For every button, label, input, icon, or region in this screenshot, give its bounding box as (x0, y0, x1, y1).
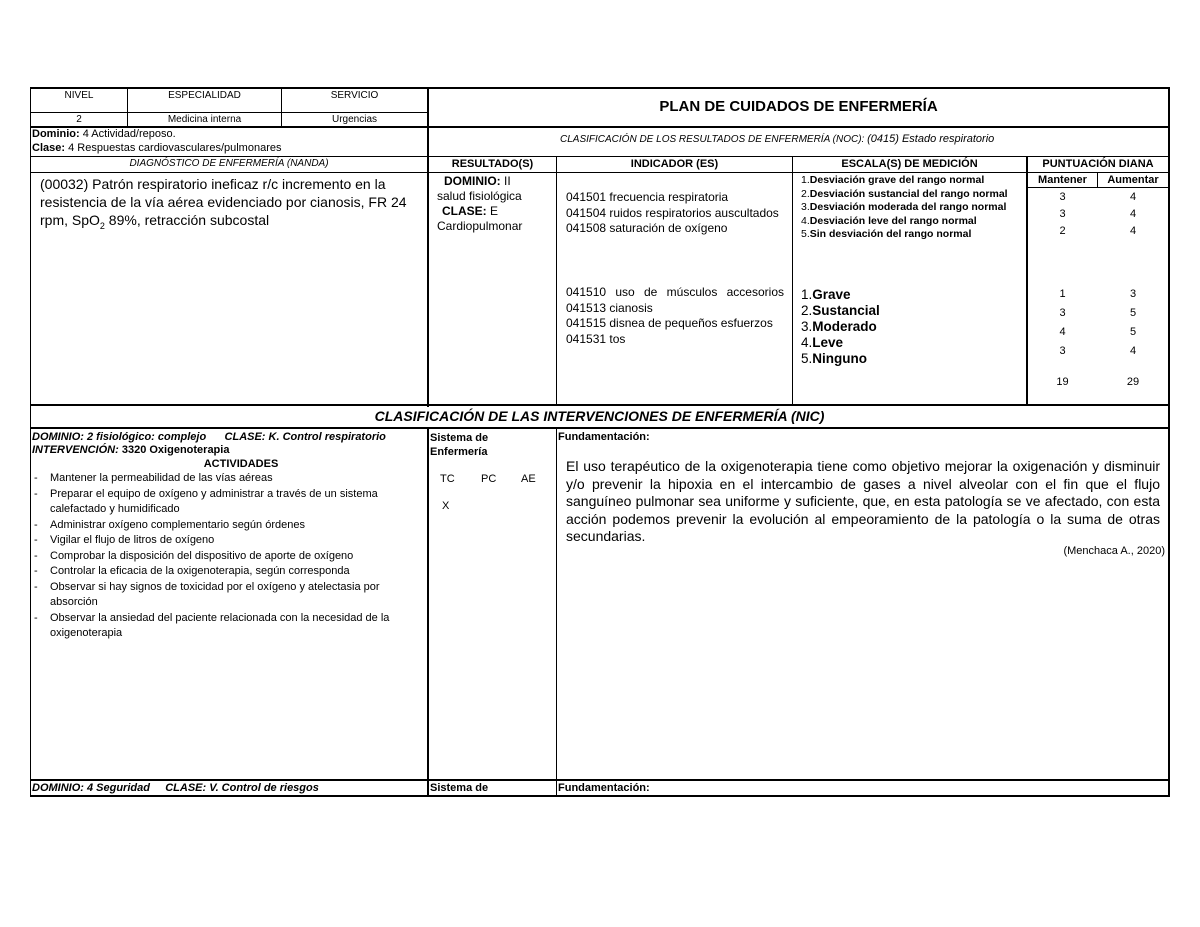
col-escalas: ESCALA(S) DE MEDICIÓN (841, 158, 978, 170)
col-indicadores: INDICADOR (ES) (630, 158, 719, 170)
escala-number: 5. (801, 351, 813, 366)
col-puntuacion: PUNTUACIÓN DIANA (1042, 158, 1154, 170)
diagnostico-text (40, 175, 422, 235)
diagnostico-part-1: (00032) Patrón respiratorio ineficaz r/c incremento en la resistencia de la vía aérea evidenciado por cianosis, FR 24 rpm, SpO (40, 176, 407, 228)
escala-2-item (801, 335, 1019, 351)
sistema-mark: X (442, 500, 450, 512)
aumentar-value: 5 (1129, 307, 1137, 319)
escala-number: 2. (801, 303, 813, 318)
escala-text: Desviación grave del rango normal (809, 174, 985, 186)
escala-text: Leve (812, 335, 844, 350)
escala-number: 2. (801, 187, 810, 200)
escala-text: Desviación leve del rango normal (809, 214, 977, 227)
escala-number: 4. (801, 214, 810, 227)
escala-1-item (801, 174, 1019, 188)
dominio-line (32, 128, 176, 140)
nic-intervencion-value: 3320 Oxigenoterapia (121, 444, 230, 456)
footer-dominio-clase: DOMINIO: 4 Seguridad CLASE: V. Control de riesgos (32, 782, 319, 794)
escala-number: 1. (801, 174, 810, 186)
actividad-item: - Observar si hay signos de toxicidad por el oxígeno y atelectasia por absorción (32, 580, 424, 611)
fundamentacion-cita: (Menchaca A., 2020) (1063, 545, 1165, 557)
fundamentacion-text: El uso terapéutico de la oxigenoterapia tiene como objetivo mejorar la oxigenación y disminuir y/o prevenir la hipoxia en el intercambio de gases a nivel alveolar con el fin que el flujo sanguíneo pulmonar sea uniforme y suficiente, que, en esta patología se ve afectado, con esta acción podemos prevenir la evolución al empeoramiento de la patología o la suma de otras secundarias. (566, 458, 1160, 544)
sistema-ae: AE (521, 473, 536, 485)
aumentar-value: 4 (1129, 191, 1137, 203)
escala-2-item (801, 351, 1019, 367)
resultado-dominio-value: II (504, 174, 511, 188)
nic-dominio: DOMINIO: 2 fisiológico: complejo (32, 431, 207, 443)
actividad-item: - Mantener la permeabilidad de las vías aéreas (32, 471, 424, 487)
nic-dominio-line (32, 431, 386, 443)
nivel-value: 2 (76, 114, 82, 125)
escala-1-item (801, 188, 1019, 202)
page-title: PLAN DE CUIDADOS DE ENFERMERÍA (659, 98, 938, 115)
mantener-value: 2 (1059, 225, 1066, 237)
dominio-value: 4 Actividad/reposo. (82, 128, 176, 140)
col-mantener: Mantener (1038, 174, 1087, 186)
escala-1-item (801, 228, 1019, 242)
servicio-value: Urgencias (331, 114, 378, 125)
clase-line (32, 142, 281, 154)
indicadores-group-2 (566, 285, 784, 347)
grid-line (30, 795, 1170, 797)
escala-text: Sin desviación del rango normal (809, 228, 972, 240)
escala-2-item (801, 287, 1019, 303)
diagnostico-subscript: 2 (99, 220, 105, 231)
mantener-value: 3 (1059, 208, 1066, 220)
col-aumentar: Aumentar (1107, 174, 1159, 186)
actividad-item: - Preparar el equipo de oxígeno y administrar a través de un sistema calefactado y humidificado (32, 487, 424, 518)
indicador-item: 041504 ruidos respiratorios auscultados (566, 205, 779, 220)
actividades-heading: ACTIVIDADES (203, 458, 279, 470)
mantener-value: 1 (1059, 288, 1066, 300)
indicador-item: 041501 frecuencia respiratoria (566, 190, 729, 204)
escala-text: Desviación moderada del rango normal (809, 201, 1007, 213)
actividad-item: - Vigilar el flujo de litros de oxígeno (32, 533, 424, 549)
resultado-clase-label: CLASE: (442, 204, 487, 218)
mantener-total: 19 (1056, 376, 1069, 388)
grid-line (30, 172, 1170, 173)
nivel-label: NIVEL (64, 90, 94, 101)
mantener-value: 4 (1059, 326, 1066, 338)
escala-text: Desviación sustancial del rango normal (809, 187, 1008, 200)
grid-line (30, 112, 427, 113)
footer-sistema: Sistema de (430, 782, 489, 794)
aumentar-value: 4 (1129, 345, 1137, 357)
escala-text: Moderado (812, 319, 877, 334)
grid-line (427, 87, 429, 407)
escala-2 (801, 287, 1019, 367)
aumentar-value: 4 (1129, 208, 1137, 220)
escala-text: Ninguno (812, 351, 867, 366)
escala-text: Sustancial (812, 303, 880, 318)
escala-number: 3. (801, 201, 810, 213)
noc-label: CLASIFICACIÓN DE LOS RESULTADOS DE ENFERMERÍA (NOC): (560, 134, 865, 145)
indicador-item: 041508 saturación de oxígeno (566, 221, 728, 235)
noc-classification (560, 133, 994, 145)
escala-1-item (801, 201, 1019, 215)
especialidad-label: ESPECIALIDAD (168, 90, 241, 101)
resultado-clase-value: E (490, 204, 499, 218)
mantener-value: 3 (1059, 191, 1066, 203)
indicador-item: 041515 disnea de pequeños esfuerzos (566, 316, 773, 330)
nic-intervencion-label: INTERVENCIÓN: (32, 444, 119, 456)
indicador-item: 041510 uso de músculos accesorios (566, 285, 784, 299)
clase-value: 4 Respuestas cardiovasculares/pulmonares (68, 142, 282, 154)
grid-line (427, 427, 429, 795)
grid-line (30, 156, 1170, 157)
grid-line (30, 126, 1170, 128)
actividades-list (32, 471, 424, 642)
especialidad-value: Medicina interna (167, 114, 242, 125)
mantener-value: 3 (1059, 345, 1066, 357)
escala-number: 1. (801, 287, 813, 302)
grid-line (30, 404, 1170, 406)
dominio-label: Dominio: (32, 128, 80, 140)
escala-number: 4. (801, 335, 813, 350)
grid-line (792, 156, 793, 405)
grid-line (30, 779, 1170, 781)
grid-line (30, 427, 1170, 429)
grid-line (30, 87, 1170, 89)
grid-line (30, 87, 31, 797)
indicadores-group-1 (566, 190, 786, 237)
aumentar-value: 5 (1129, 326, 1137, 338)
diagnostico-part-2: 89%, retracción subcostal (104, 212, 270, 228)
nic-intervencion-line (32, 444, 229, 456)
sistema-pc: PC (481, 473, 497, 485)
mantener-value: 3 (1059, 307, 1066, 319)
grid-line (556, 427, 557, 795)
grid-line (556, 156, 557, 405)
escala-2-item (801, 319, 1019, 335)
actividad-item: - Comprobar la disposición del dispositivo de aporte de oxígeno (32, 549, 424, 565)
resultado-dominio-label: DOMINIO: (444, 174, 501, 188)
resultado-cell (437, 174, 555, 234)
noc-title: (0415) Estado respiratorio (867, 133, 995, 145)
clase-label: Clase: (32, 142, 66, 154)
grid-line (1026, 187, 1170, 188)
resultado-dominio-desc: salud fisiológica (437, 189, 522, 203)
resultado-clase-desc: Cardiopulmonar (437, 219, 523, 233)
grid-line (1168, 87, 1170, 797)
indicador-item: 041513 cianosis (566, 300, 653, 315)
aumentar-total: 29 (1126, 376, 1140, 388)
actividad-item: - Observar la ansiedad del paciente relacionada con la necesidad de la oxigenoterapia (32, 611, 424, 642)
fundamentacion-label: Fundamentación: (558, 431, 650, 443)
footer-fundamentacion: Fundamentación: (558, 782, 650, 794)
actividad-item: - Administrar oxígeno complementario según órdenes (32, 518, 424, 534)
escala-number: 3. (801, 319, 813, 334)
sistema-tc: TC (440, 473, 455, 485)
col-resultados: RESULTADO(S) (451, 158, 534, 170)
aumentar-value: 3 (1129, 288, 1137, 300)
indicador-item: 041531 tos (566, 331, 626, 346)
escala-1-item (801, 215, 1019, 229)
nic-clase: CLASE: K. Control respiratorio (224, 431, 386, 443)
escala-text: Grave (812, 287, 851, 302)
actividad-item: - Controlar la eficacia de la oxigenoterapia, según corresponda (32, 564, 424, 580)
sistema-enfermeria-label: Sistema de Enfermería (430, 432, 489, 458)
nic-title: CLASIFICACIÓN DE LAS INTERVENCIONES DE ENFERMERÍA (NIC) (374, 408, 825, 424)
escala-1 (801, 174, 1019, 242)
escala-2-item (801, 303, 1019, 319)
col-diagnostico: DIAGNÓSTICO DE ENFERMERÍA (NANDA) (129, 158, 329, 169)
aumentar-value: 4 (1129, 225, 1137, 237)
servicio-label: SERVICIO (330, 90, 379, 101)
escala-number: 5. (801, 228, 810, 240)
